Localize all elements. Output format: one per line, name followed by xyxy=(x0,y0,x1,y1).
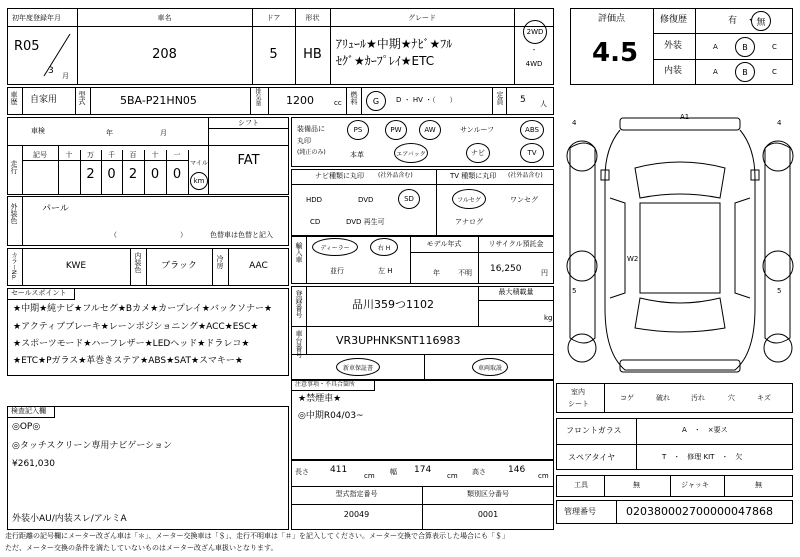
score-label: 評価点 xyxy=(598,14,626,24)
category-value: 自家用 xyxy=(30,95,58,105)
inspector-label: 検査記入欄 xyxy=(11,407,46,415)
model-year-label: モデル年式 xyxy=(426,240,462,248)
glass-label: フロントガラス xyxy=(566,426,622,435)
km-selected: km xyxy=(190,172,208,190)
height-value: 146 xyxy=(508,465,526,475)
divider xyxy=(410,252,554,253)
recycle-label: リサイクル預託金 xyxy=(488,240,544,248)
exterior-c: C xyxy=(772,43,777,51)
divider xyxy=(22,87,23,115)
mileage-digit: 0 xyxy=(150,167,160,182)
shape-label: 形状 xyxy=(305,14,320,22)
manual-circle: 車両取説 xyxy=(472,358,508,376)
seat-label-1: 室内 xyxy=(571,388,585,396)
interior-c: C xyxy=(772,68,777,76)
spare-label: スペアタイヤ xyxy=(568,453,616,462)
displacement-value: 1200 xyxy=(286,94,314,107)
glass-value: A ・ ×要ス xyxy=(682,426,728,434)
divider xyxy=(306,236,307,284)
equip-leather: 本革 xyxy=(350,151,364,159)
equip-airbag-circle: エアバック xyxy=(394,143,428,163)
first-reg-month: 3 xyxy=(48,66,54,76)
divider xyxy=(291,354,554,355)
sales-points-label: セールスポイント xyxy=(11,289,67,297)
tools-label: 工具 xyxy=(574,481,588,489)
displacement-label: 排気量 xyxy=(254,88,261,106)
equip-navi-circle: ナビ xyxy=(466,143,490,163)
fuel-label: 燃料 xyxy=(350,91,358,105)
equipment-label-3: (純正のみ) xyxy=(297,149,326,156)
divider xyxy=(695,8,696,85)
shift-label: シフト xyxy=(238,119,259,127)
color-label: 外装色 xyxy=(10,203,18,224)
score-value: 4.5 xyxy=(592,38,639,68)
capacity-label: 定員 xyxy=(496,91,504,105)
divider xyxy=(636,418,637,470)
car-diagram xyxy=(565,108,795,383)
divider xyxy=(22,160,188,161)
ac-label: 冷房 xyxy=(216,255,224,269)
divider xyxy=(7,26,554,27)
width-value: 174 xyxy=(414,465,432,475)
navi-dvd: DVD xyxy=(358,196,374,204)
mileage-digit: 0 xyxy=(107,167,116,182)
digit-header: 千 xyxy=(108,151,115,159)
first-reg-label: 初年度登録年月 xyxy=(12,14,61,22)
fuel-options: D ・ HV ・（ ） xyxy=(396,96,457,104)
capacity-value: 5 xyxy=(520,95,526,105)
divider xyxy=(670,475,671,497)
footer-line-1: 走行距離の記号欄にメーター改ざん車は「＊」、メーター交換車は「＄」、走行不明車は「＃」を記入してください。メーター交換で合算表示した場合にも「＄」 xyxy=(5,532,509,540)
category-label: 車歴 xyxy=(10,91,18,105)
import-dealer-circle: ディーラー xyxy=(312,238,358,256)
seat-item: キズ xyxy=(757,394,771,402)
sales-point-line: ★ETC★Pガラス★革巻きステア★ABS★SAT★スマキー★ xyxy=(13,356,243,366)
inspector-line: ¥261,030 xyxy=(12,459,55,469)
recycle-value: 16,250 xyxy=(490,264,522,274)
sales-point-line: ★スポーツモード★ハーフレザー★LEDヘッド★ドラレコ★ xyxy=(13,339,250,349)
shape-value: HB xyxy=(303,47,322,62)
divider xyxy=(424,354,425,380)
max-load-unit: kg xyxy=(544,314,553,322)
length-unit: cm xyxy=(364,472,375,480)
diagram-w2: W2 xyxy=(627,255,639,263)
model-year-unit: 年 xyxy=(433,269,440,277)
interior-label: 内装 xyxy=(664,66,683,76)
model-name: 208 xyxy=(152,47,177,62)
record-label: 記号 xyxy=(33,151,47,159)
tv-oneseg: ワンセグ xyxy=(510,196,538,204)
drive-2wd-circle: 2WD xyxy=(523,20,547,44)
class-no-value: 0001 xyxy=(477,510,499,519)
equipment-label-2: 丸印 xyxy=(297,137,311,145)
month-unit: 月 xyxy=(62,72,69,80)
color-value: パール xyxy=(42,204,69,214)
diagram-a1: A1 xyxy=(680,113,690,121)
divider xyxy=(7,145,289,146)
type-value: 5BA-P21HN05 xyxy=(120,94,197,107)
color-code-label: カラーNo. xyxy=(10,252,17,280)
navi-cd: CD xyxy=(310,218,321,226)
color-code-value: KWE xyxy=(65,261,87,271)
mgmt-value: 020380002700000047868 xyxy=(626,505,773,518)
divider xyxy=(306,286,307,354)
capacity-unit: 人 xyxy=(540,100,547,108)
tv-type-label: TV 種類に丸印 xyxy=(450,172,497,180)
mileage-digit: 2 xyxy=(128,167,138,182)
inspector-bottom: 外装小AU/内装スレ/アルミA xyxy=(12,514,127,524)
width-label: 幅 xyxy=(390,468,397,476)
height-label: 高さ xyxy=(472,468,486,476)
import-parallel: 並行 xyxy=(330,267,344,275)
seat-item: 破れ xyxy=(656,394,670,402)
exterior-label: 外装 xyxy=(664,41,683,51)
interior-b-selected: B xyxy=(735,62,755,82)
tv-analog: アナログ xyxy=(455,218,483,226)
inspector-line: ◎タッチスクリーン専用ナビゲーション xyxy=(12,441,172,451)
mgmt-label: 管理番号 xyxy=(564,507,596,516)
equip-abs-circle: ABS xyxy=(520,120,544,140)
vin-label: 車台番号 xyxy=(295,330,303,358)
divider xyxy=(75,87,76,115)
mile-label: マイル xyxy=(190,160,208,167)
digit-header: 一 xyxy=(173,151,181,159)
import-label: 輸入車 xyxy=(295,242,303,263)
divider xyxy=(653,59,793,60)
seat-item: コゲ xyxy=(620,394,634,402)
model-name-label: 車名 xyxy=(157,14,172,22)
divider xyxy=(653,33,793,34)
exterior-a: A xyxy=(713,43,718,51)
equipment-label-1: 装備品に xyxy=(297,125,325,133)
color-note: 色替車は色替と記入 xyxy=(210,231,273,239)
displacement-unit: cc xyxy=(334,99,342,107)
divider xyxy=(212,248,213,286)
shift-value: FAT xyxy=(237,153,260,168)
height-unit: cm xyxy=(538,472,549,480)
equip-ps-circle: PS xyxy=(347,120,369,140)
tools-value: 無 xyxy=(633,481,640,489)
reg-number-value: 品川359つ1102 xyxy=(352,298,434,311)
doors-value: 5 xyxy=(269,47,278,62)
notes-line: ◎中期R04/03~ xyxy=(298,411,364,421)
drive-4wd: 4WD xyxy=(525,60,543,68)
navi-type-label: ナビ種類に丸印 xyxy=(315,172,364,180)
jack-label: ジャッキ xyxy=(681,481,709,489)
divider xyxy=(291,184,554,185)
divider xyxy=(90,87,91,115)
divider xyxy=(724,475,725,497)
jack-value: 無 xyxy=(755,481,762,489)
diagram-num-4: 4 xyxy=(777,119,782,127)
model-year-unknown: 不明 xyxy=(458,269,472,277)
class-no-label: 類別区分番号 xyxy=(467,490,509,498)
navi-type-sub: (社外品含む) xyxy=(378,172,413,179)
divider xyxy=(361,87,362,115)
equip-pw-circle: PW xyxy=(385,120,407,140)
notes-label: 注意事項・不具合箇所 xyxy=(295,381,356,388)
repair-selected: 無 xyxy=(751,11,771,31)
interior-a: A xyxy=(713,68,718,76)
grade-line-2: ｾｸﾞ★ｶｰﾌﾟﾚｲ★ETC xyxy=(336,54,435,68)
divider xyxy=(478,300,554,301)
digit-header: 十 xyxy=(65,151,73,159)
color-paren: （ ） xyxy=(110,231,187,239)
digit-header: 万 xyxy=(87,151,94,159)
divider xyxy=(616,500,617,524)
spare-value: T ・ 修理 KIT ・ 欠 xyxy=(662,453,743,461)
equip-aw-circle: AW xyxy=(419,120,441,140)
width-unit: cm xyxy=(447,472,458,480)
divider xyxy=(492,87,493,115)
grade-label: グレード xyxy=(408,14,436,22)
inspection-month: 月 xyxy=(160,129,167,137)
divider xyxy=(291,326,554,327)
equip-sunroof: サンルーフ xyxy=(460,126,495,134)
type-no-value: 20049 xyxy=(343,510,370,519)
inspection-year: 年 xyxy=(106,129,113,137)
seat-item: 汚れ xyxy=(691,394,705,402)
navi-sd-circle: SD xyxy=(398,189,420,209)
divider xyxy=(22,145,23,195)
divider xyxy=(250,87,251,115)
ac-value: AAC xyxy=(249,261,268,271)
import-left: 左 H xyxy=(378,267,393,275)
equip-tv-circle: TV xyxy=(520,143,544,163)
repair-options: 有 ・ xyxy=(728,16,756,26)
new-car-warranty-circle: 新車保証書 xyxy=(336,358,380,376)
divider xyxy=(268,87,269,115)
import-right-circle: 右 H xyxy=(370,238,398,256)
reg-number-label: 登録番号 xyxy=(295,290,303,318)
drive-dot: ・ xyxy=(530,46,538,54)
divider xyxy=(22,196,23,246)
sales-point-line: ★アクティブブレーキ★レーンポジショニング★ACC★ESC★ xyxy=(13,322,259,332)
sales-point-line: ★中期★純ナビ★フルセグ★Bカメ★カープレイ★バックソナー★ xyxy=(13,304,273,314)
interior-color-label: 内装色 xyxy=(134,252,142,273)
divider xyxy=(506,87,507,115)
seat-item: 穴 xyxy=(728,394,735,402)
recycle-unit: 円 xyxy=(541,269,548,277)
grade-line-1: ｱﾘｭｰﾙ★中期★ﾅﾋﾞ★ﾌﾙ xyxy=(336,37,453,51)
first-reg-year: R05 xyxy=(14,39,40,54)
divider xyxy=(556,444,793,445)
mileage-label: 走行 xyxy=(10,160,18,174)
diagram-num-4: 4 xyxy=(572,119,577,127)
divider xyxy=(208,128,289,129)
divider xyxy=(436,169,437,236)
diagram-num-5: 5 xyxy=(777,287,782,295)
digit-header: 百 xyxy=(129,151,137,159)
repair-label: 修復歴 xyxy=(660,15,688,25)
mileage-digit: 2 xyxy=(86,167,95,182)
divider xyxy=(604,383,605,413)
notes-line: ★禁煙車★ xyxy=(298,394,342,404)
tv-fullseg-circle: フルセグ xyxy=(452,189,486,209)
divider xyxy=(653,8,654,85)
exterior-b-selected: B xyxy=(735,37,755,57)
tv-type-sub: (社外品含む) xyxy=(508,172,543,179)
length-label: 長さ xyxy=(295,468,309,476)
diagram-num-5: 5 xyxy=(572,287,577,295)
navi-hdd: HDD xyxy=(306,196,323,204)
max-load-label: 最大積載量 xyxy=(498,288,534,296)
divider xyxy=(346,87,347,115)
seat-label-2: シート xyxy=(568,400,589,408)
type-no-label: 型式指定番号 xyxy=(335,490,378,498)
navi-dvd-play: DVD 再生可 xyxy=(346,218,385,226)
digit-header: 十 xyxy=(151,151,159,159)
fuel-gas-selected: G xyxy=(366,91,386,111)
footer-line-2: ただ、メーター交換の条件を満たしていないものはメーター改ざん車扱いとなります。 xyxy=(5,544,278,552)
inspection-label: 車検 xyxy=(31,127,45,135)
doors-label: ドア xyxy=(266,14,281,22)
divider xyxy=(188,150,189,195)
length-value: 411 xyxy=(330,465,348,475)
type-label: 型式 xyxy=(78,91,86,105)
interior-color-value: ブラック xyxy=(161,261,197,271)
divider xyxy=(604,475,605,497)
mileage-digit: 0 xyxy=(172,167,182,182)
vin-value: VR3UPHNKSNT116983 xyxy=(336,334,461,347)
divider xyxy=(130,248,131,286)
inspector-line: ◎OP◎ xyxy=(12,422,41,432)
